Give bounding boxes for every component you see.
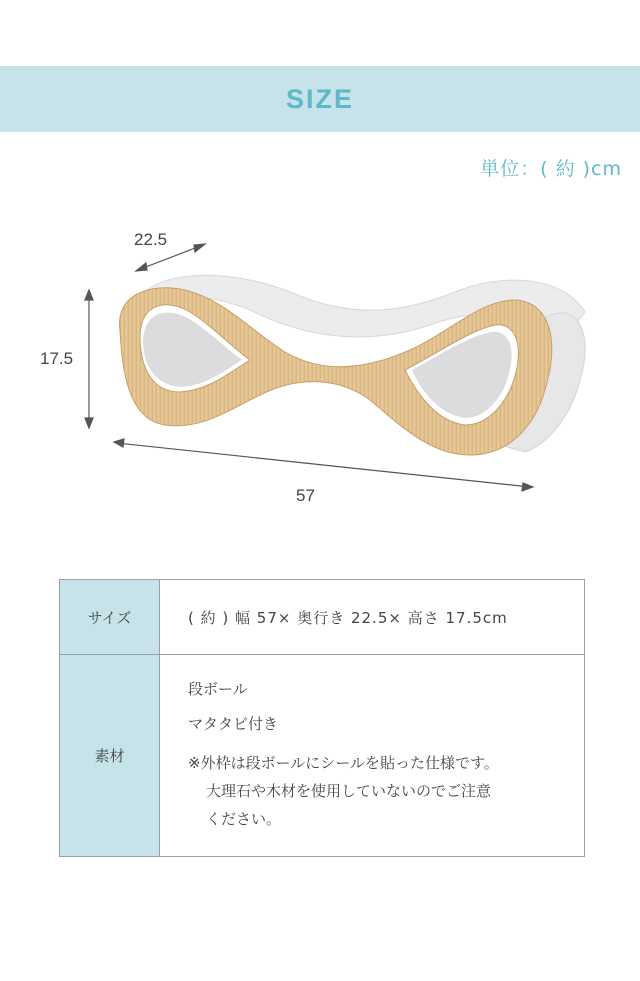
banner-title: SIZE [285, 83, 354, 114]
spec-table [59, 579, 585, 857]
material-line: マタタビ付き [188, 715, 279, 733]
size-value: ( 約 ) 幅 57× 奥行き 22.5× 高さ 17.5cm [188, 608, 508, 627]
note-line: 大理石や木材を使用していないのでご注意 [206, 782, 492, 800]
note-line: ※外枠は段ボールにシールを貼った仕様です。 [188, 754, 499, 772]
size-banner [0, 66, 640, 132]
height-label: 17.5 [40, 349, 74, 368]
table-row-material [60, 655, 584, 856]
material-note [188, 749, 584, 833]
material-header: 素材 [60, 655, 160, 856]
note-line: ください。 [206, 810, 282, 828]
material-value [160, 655, 584, 856]
width-label: 57 [296, 486, 315, 505]
size-header: サイズ [60, 580, 160, 654]
table-row-size [60, 580, 584, 655]
product-dimension-diagram [0, 200, 640, 530]
unit-note: 単位：( 約 )cm [480, 158, 622, 180]
material-line: 段ボール [188, 680, 248, 698]
depth-label: 22.5 [134, 230, 168, 249]
